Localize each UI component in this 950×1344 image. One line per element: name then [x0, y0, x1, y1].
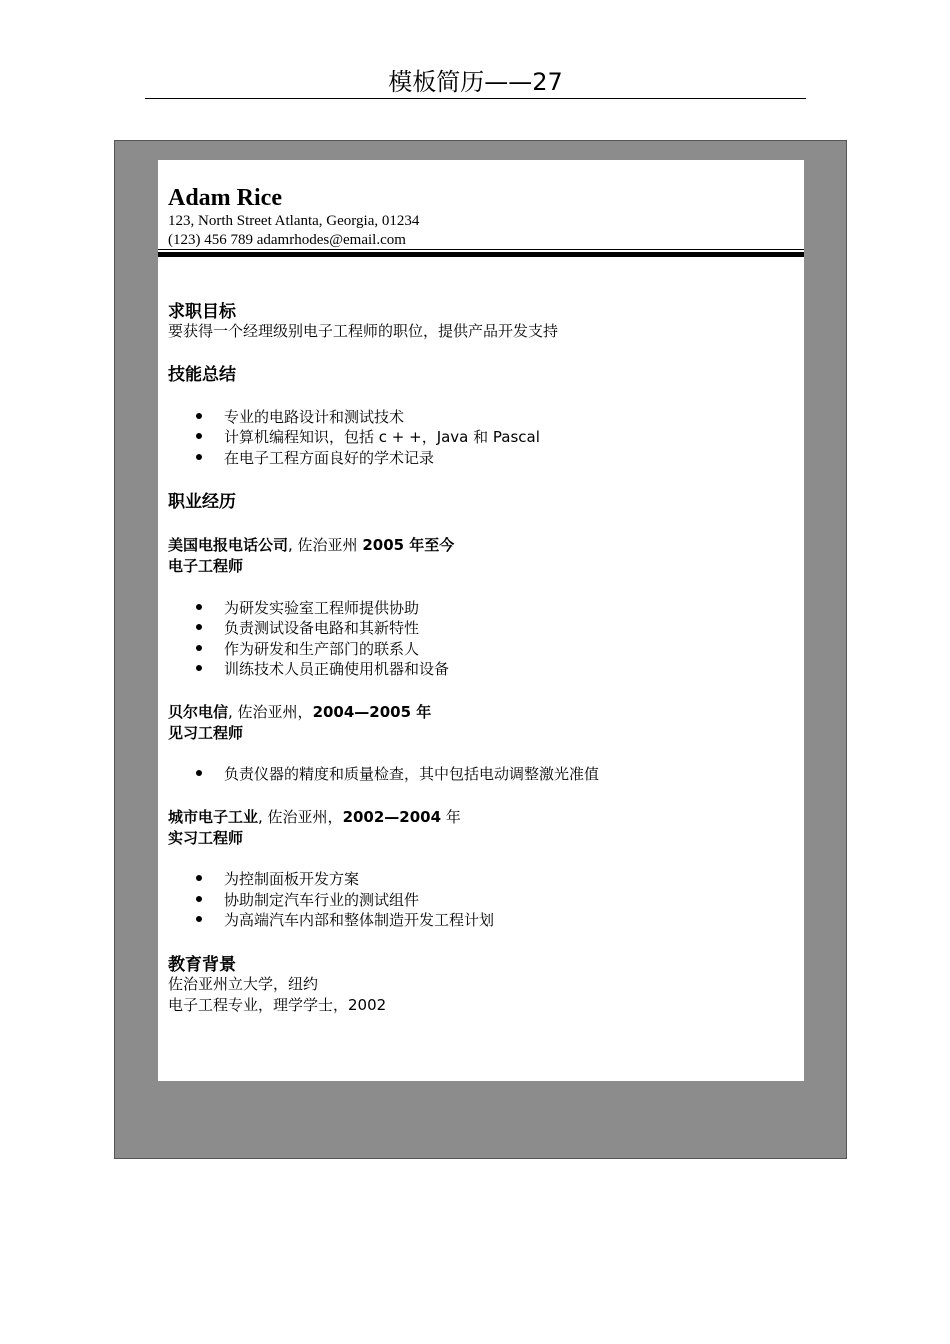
- job-duty-item: 为高端汽车内部和整体制造开发工程计划: [196, 910, 494, 930]
- skills-heading: 技能总结: [168, 365, 236, 385]
- bullet-icon: [196, 624, 202, 630]
- skill-item: 在电子工程方面良好的学术记录: [196, 448, 434, 468]
- job-company: 贝尔电信: [168, 703, 229, 721]
- title-underline: [145, 98, 806, 99]
- job-location: , 佐治亚州: [288, 536, 363, 554]
- bullet-icon: [196, 665, 202, 671]
- skill-item: 专业的电路设计和测试技术: [196, 407, 404, 427]
- job-title: 实习工程师: [168, 829, 244, 847]
- document-title: 模板简历——27: [388, 68, 563, 96]
- candidate-name: Adam Rice: [168, 185, 282, 211]
- skill-item: 计算机编程知识，包括 c + +，Java 和 Pascal: [196, 427, 540, 447]
- bullet-icon: [196, 896, 202, 902]
- header-rule-thick: [158, 252, 804, 257]
- job-duty-item: 负责仪器的精度和质量检查，其中包括电动调整激光准值: [196, 764, 599, 784]
- job-header: [168, 807, 461, 827]
- bullet-icon: [196, 454, 202, 460]
- job-duty-item: 协助制定汽车行业的测试组件: [196, 890, 419, 910]
- job-duty-item: 训练技术人员正确使用机器和设备: [196, 659, 449, 679]
- bullet-icon: [196, 645, 202, 651]
- education-school: 佐治亚州立大学，纽约: [168, 975, 319, 993]
- phone-email: (123) 456 789 adamrhodes@email.com: [168, 232, 406, 248]
- job-location: , 佐治亚州，: [258, 808, 343, 826]
- experience-heading: 职业经历: [168, 492, 236, 512]
- job-dates: 2002—2004: [342, 808, 442, 826]
- job-dates-suffix: 年: [441, 808, 461, 826]
- objective-heading: 求职目标: [168, 302, 236, 322]
- address: 123, North Street Atlanta, Georgia, 01234: [168, 213, 420, 229]
- objective-text: 要获得一个经理级别电子工程师的职位，提供产品开发支持: [168, 322, 559, 340]
- bullet-icon: [196, 916, 202, 922]
- job-title: 见习工程师: [168, 724, 244, 742]
- job-title: 电子工程师: [168, 557, 244, 575]
- education-heading: 教育背景: [168, 955, 236, 975]
- bullet-icon: [196, 604, 202, 610]
- bullet-icon: [196, 433, 202, 439]
- resume-sheet: [158, 160, 804, 1081]
- job-duty-item: 为研发实验室工程师提供协助: [196, 598, 419, 618]
- job-duty-item: 为控制面板开发方案: [196, 869, 359, 889]
- job-dates: 2004—2005 年: [312, 703, 432, 721]
- job-dates: 2005 年至今: [362, 536, 455, 554]
- job-header: [168, 535, 454, 555]
- job-header: [168, 702, 431, 722]
- job-duty-item: 负责测试设备电路和其新特性: [196, 618, 419, 638]
- job-duty-item: 作为研发和生产部门的联系人: [196, 639, 419, 659]
- education-degree: 电子工程专业，理学学士，2002: [168, 996, 387, 1014]
- bullet-icon: [196, 770, 202, 776]
- bullet-icon: [196, 875, 202, 881]
- header-rule-thin: [158, 249, 804, 250]
- bullet-icon: [196, 413, 202, 419]
- job-location: , 佐治亚州，: [228, 703, 313, 721]
- job-company: 城市电子工业: [168, 808, 259, 826]
- job-company: 美国电报电话公司: [168, 536, 289, 554]
